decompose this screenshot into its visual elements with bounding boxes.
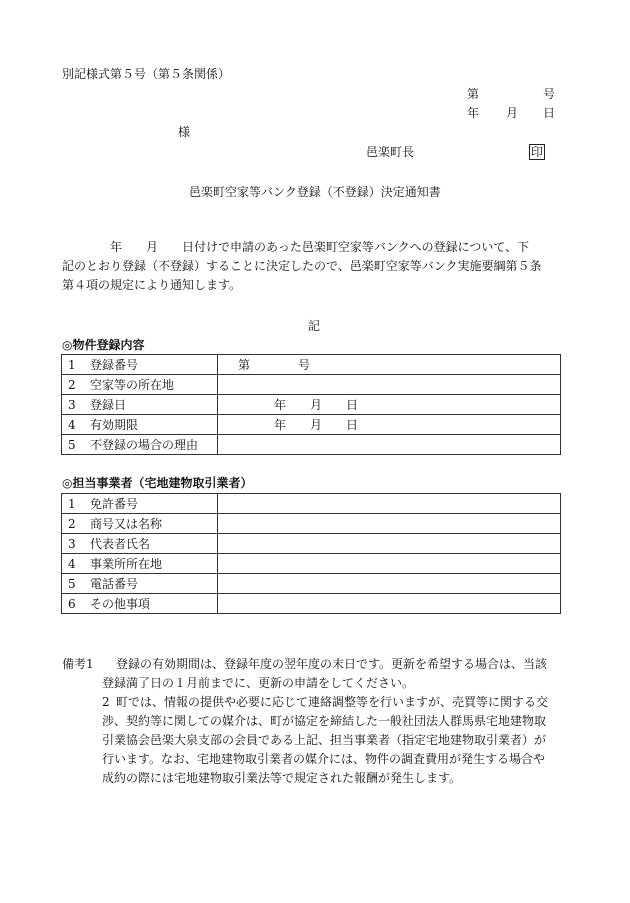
row-label: 3 代表者氏名 xyxy=(62,534,218,554)
row-label: 4 有効期限 xyxy=(62,415,218,435)
remark-text xyxy=(116,693,582,712)
row-label: 2 空家等の所在地 xyxy=(62,375,218,395)
table-row xyxy=(62,435,561,455)
remark-text xyxy=(116,655,582,674)
agent-table xyxy=(61,493,561,614)
date-month: 月 xyxy=(506,106,519,120)
row-label: 5 電話番号 xyxy=(62,574,218,594)
row-label: 6 その他事項 xyxy=(62,594,218,614)
body-text xyxy=(62,238,582,295)
row-label: 4 事業所所在地 xyxy=(62,554,218,574)
table-row xyxy=(62,395,561,415)
remark-line: 町では、情報の提供や必要に応じて連絡調整等を行いますが、売買等に関する交 xyxy=(116,695,549,709)
table-row xyxy=(62,534,561,554)
row-label: 5 不登録の場合の理由 xyxy=(62,435,218,455)
table-row xyxy=(62,594,561,614)
document-title: 邑楽町空家等バンク登録（不登録）決定通知書 xyxy=(189,185,441,199)
remark-line: 登録満了日の１月前までに、更新の申請をしてください。 xyxy=(102,676,415,690)
remark-line: 行います。なお、宅地建物取引業者の媒介には、物件の調査費用が発生する場合や xyxy=(102,752,546,766)
row-value[interactable] xyxy=(218,574,561,594)
remark-line: 渉、契約等に関しての媒介は、町が協定を締結した一般社団法人群馬県宅地建物取 xyxy=(102,714,547,728)
remarks-section xyxy=(62,655,582,788)
body-line: 記のとおり登録（不登録）することに決定したので、邑楽町空家等バンク実施要綱第５条 xyxy=(62,259,542,273)
table-row xyxy=(62,554,561,574)
table-row xyxy=(62,355,561,375)
remark-line: 登録の有効期間は、登録年度の翌年度の末日です。更新を希望する場合は、当該 xyxy=(116,657,548,671)
body-line: 年 月 日付けで申請のあった邑楽町空家等バンクへの登録について、下 xyxy=(62,240,530,254)
doc-number-prefix: 第 xyxy=(467,87,480,101)
seal-mark: 印 xyxy=(531,145,544,159)
date-day: 日 xyxy=(543,106,556,120)
row-value[interactable] xyxy=(218,435,561,455)
row-value[interactable] xyxy=(218,494,561,514)
sender-name: 邑楽町長 xyxy=(366,145,415,159)
table-row xyxy=(62,514,561,534)
table-row xyxy=(62,415,561,435)
remarks-label: 備考1 xyxy=(62,657,94,671)
doc-number-suffix: 号 xyxy=(543,87,556,101)
remark-line: 引業協会邑楽大泉支部の会員である上記、担当事業者（指定宅地建物取引業者）が xyxy=(102,733,547,747)
table-row xyxy=(62,494,561,514)
addressee-suffix: 様 xyxy=(178,125,191,139)
row-value[interactable]: 年 月 日 xyxy=(218,415,561,435)
date-year: 年 xyxy=(467,106,480,120)
remark-item-2 xyxy=(62,693,582,712)
remark-number: 2 xyxy=(102,695,110,709)
table-row xyxy=(62,375,561,395)
property-table xyxy=(61,354,561,455)
remark-item-1 xyxy=(62,655,582,674)
row-value[interactable] xyxy=(218,594,561,614)
ki-label: 記 xyxy=(308,319,321,333)
row-value[interactable]: 第 号 xyxy=(218,355,561,375)
table-row xyxy=(62,574,561,594)
property-section-heading: ◎物件登録内容 xyxy=(62,338,145,352)
row-value[interactable] xyxy=(218,514,561,534)
row-value[interactable] xyxy=(218,554,561,574)
body-line: 第４項の規定により通知します。 xyxy=(62,278,242,292)
row-label: 1 登録番号 xyxy=(62,355,218,375)
row-value[interactable] xyxy=(218,375,561,395)
row-label: 1 免許番号 xyxy=(62,494,218,514)
agent-section-heading: ◎担当事業者（宅地建物取引業者） xyxy=(62,476,253,490)
row-value[interactable]: 年 月 日 xyxy=(218,395,561,415)
remark-line: 成約の際には宅地建物取引業法等で規定された報酬が発生します。 xyxy=(102,771,462,785)
row-label: 2 商号又は名称 xyxy=(62,514,218,534)
row-value[interactable] xyxy=(218,534,561,554)
row-label: 3 登録日 xyxy=(62,395,218,415)
form-number: 別記様式第５号（第５条関係） xyxy=(62,67,231,81)
